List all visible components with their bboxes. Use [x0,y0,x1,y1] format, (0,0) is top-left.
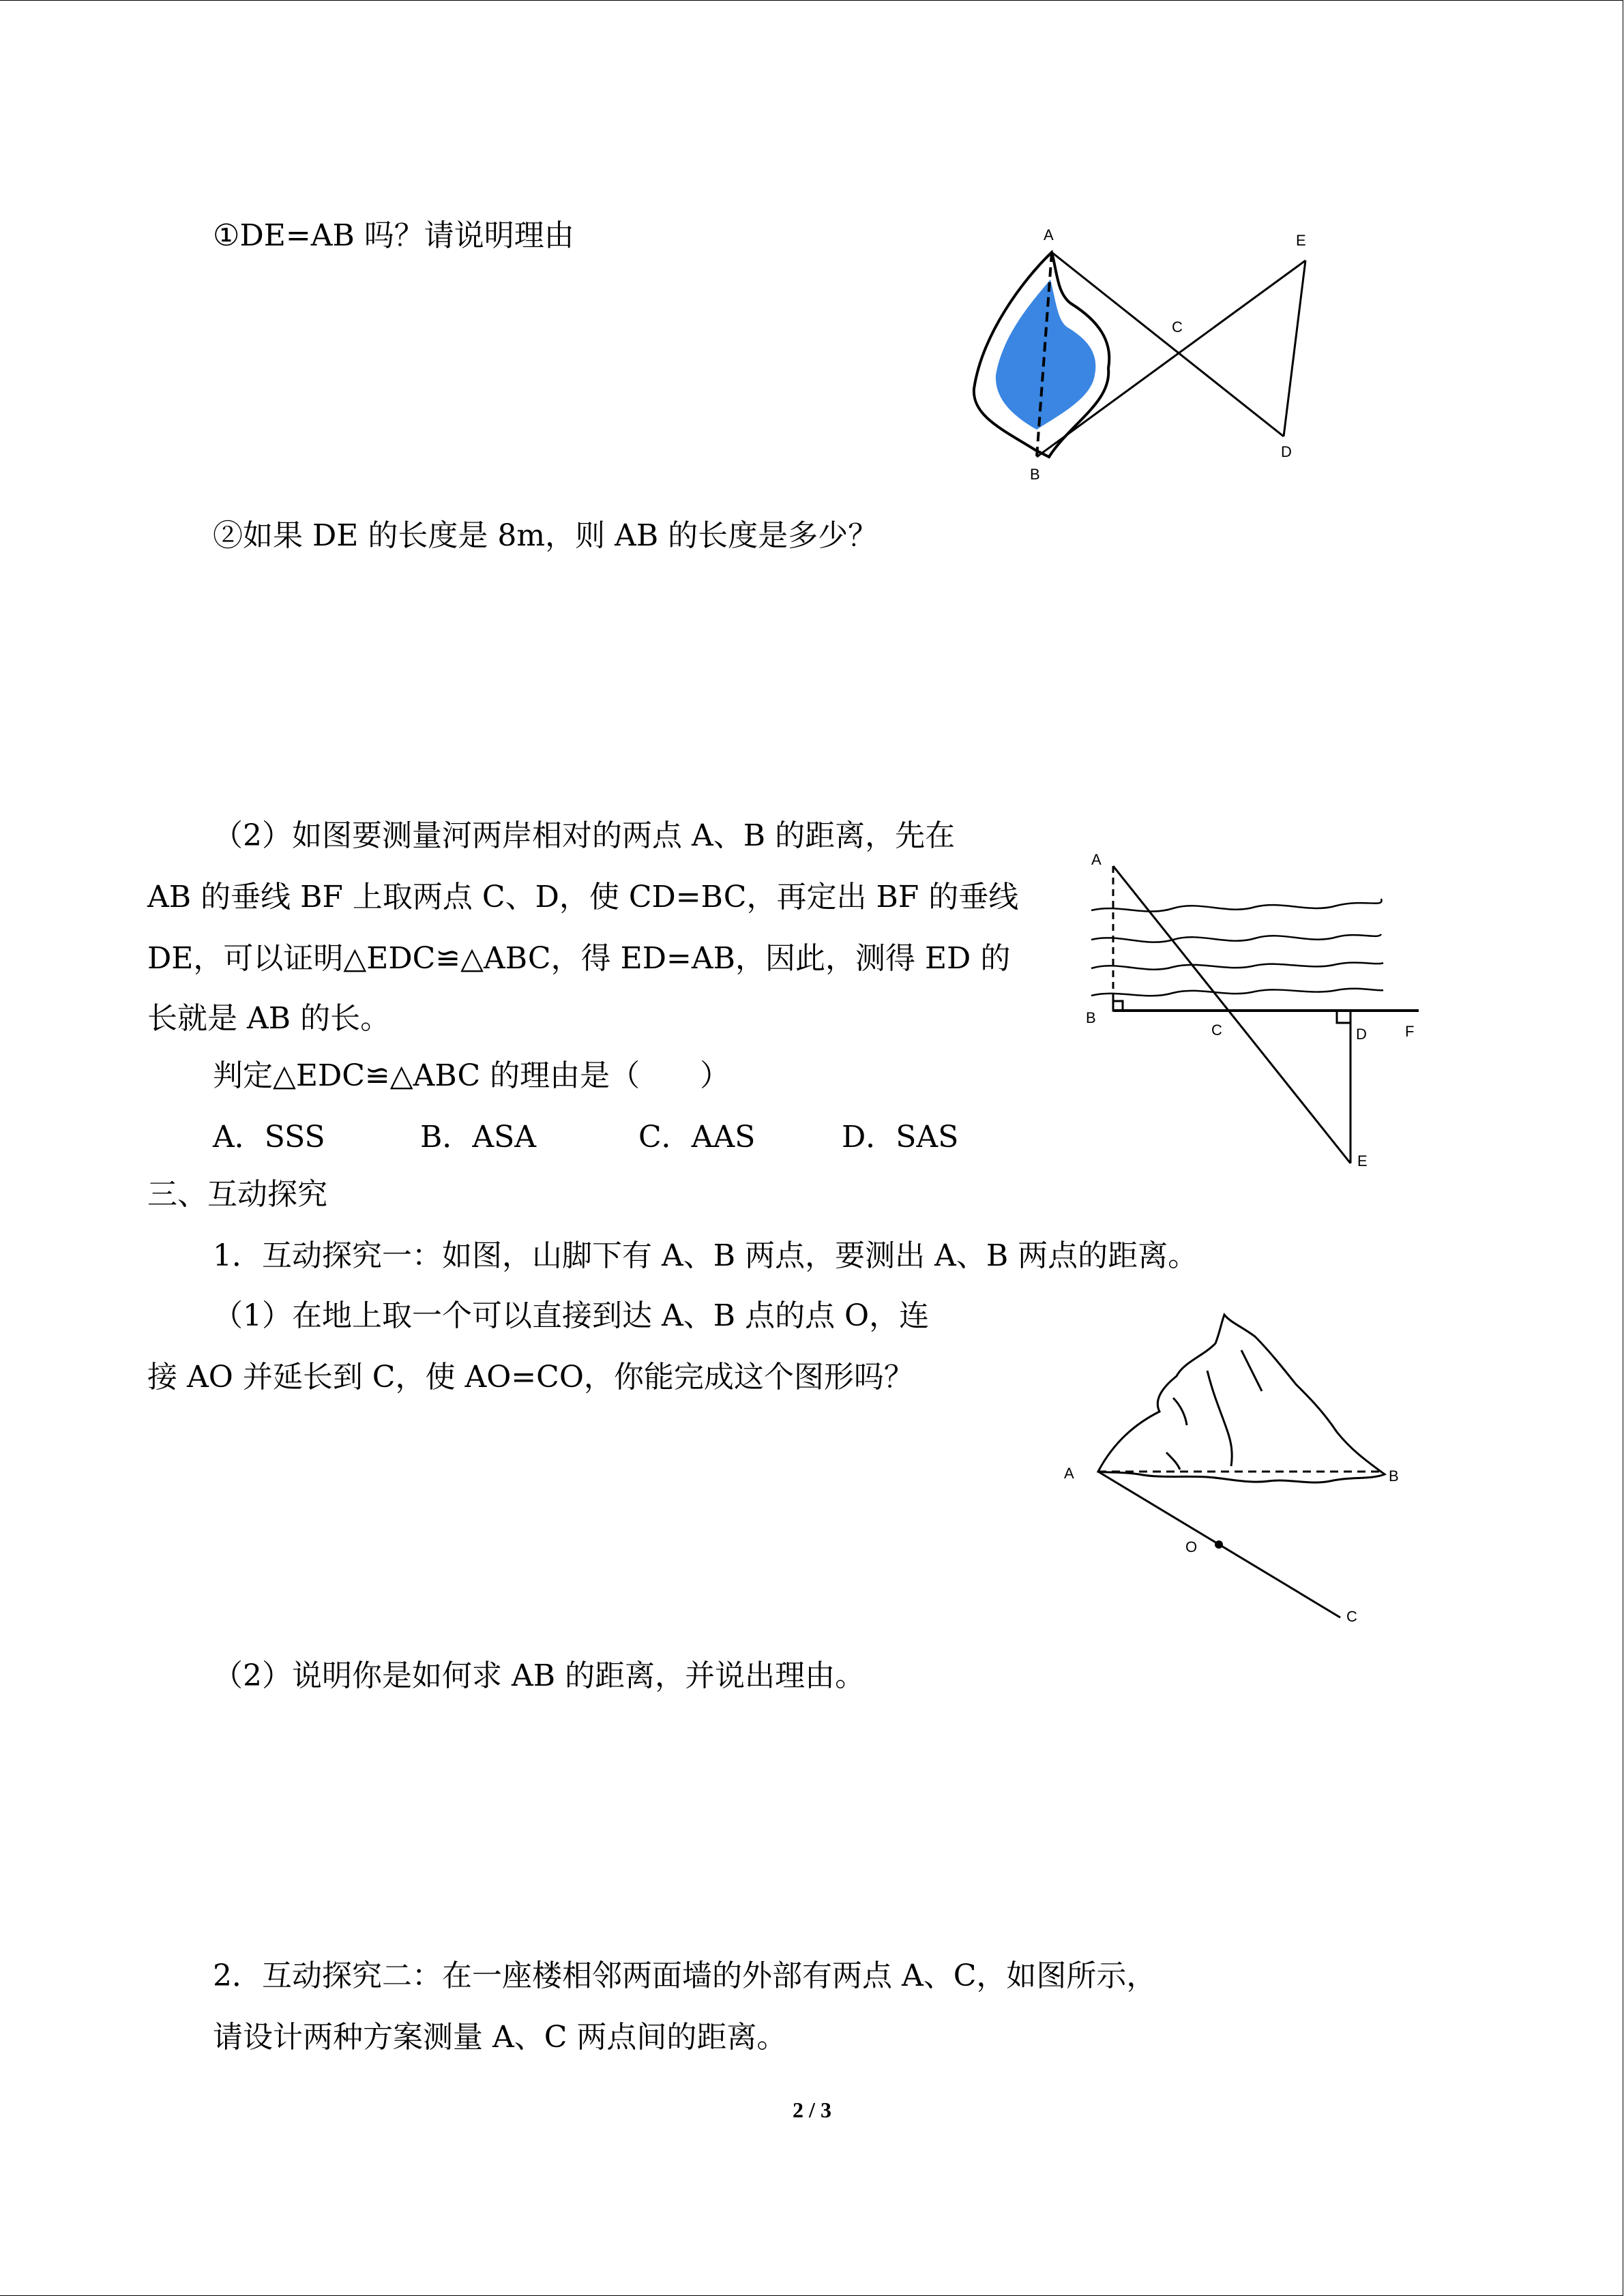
river-wave-1 [1091,899,1382,912]
explore-2-line-1: 2．互动探究二：在一座楼相邻两面墙的外部有两点 A、C，如图所示， [213,1958,1157,1993]
option-d: D．SAS [842,1120,959,1154]
fig1-label-D: D [1281,443,1292,460]
fig3-label-B: B [1389,1467,1399,1485]
fig2-label-E: E [1357,1152,1368,1169]
explore-1-text: 1．互动探究一：如图，山脚下有 A、B 两点，要测出 A、B 两点的距离。 [213,1238,1198,1273]
river-problem-line-3: DE，可以证明△EDC≌△ABC，得 ED=AB，因此，测得 ED 的 [147,941,1011,976]
point-O [1215,1540,1223,1549]
fig2-label-A: A [1091,851,1102,868]
fig1-label-C: C [1172,318,1183,336]
figure-pond-triangles [955,218,1337,491]
explore-1-sub1-line-2: 接 AO 并延长到 C，使 AO=CO，你能完成这个图形吗？ [147,1360,914,1395]
question-1-text: ①DE=AB 吗？请说明理由 [213,218,574,253]
figure-mountain [1057,1296,1426,1637]
fig2-label-F: F [1405,1023,1415,1040]
fig1-label-E: E [1296,232,1306,249]
page-number: 2 / 3 [793,2098,831,2122]
option-a: A．SSS [213,1120,325,1154]
right-angle-B [1113,1001,1123,1011]
river-problem-line-4: 长就是 AB 的长。 [147,1001,391,1036]
fig3-label-C: C [1346,1608,1357,1625]
option-b: B．ASA [420,1120,537,1154]
fig1-label-B: B [1030,466,1040,483]
segment-ED [1284,260,1305,436]
segment-AE [1113,866,1350,1163]
river-wave-3 [1091,963,1383,970]
explore-1-sub2: （2）说明你是如何求 AB 的距离，并说出理由。 [213,1658,866,1693]
fig3-label-A: A [1064,1465,1074,1482]
figure-river [1078,846,1432,1173]
fig3-label-O: O [1185,1538,1198,1555]
mountain-ridge-3 [1241,1350,1262,1391]
mountain-ridge-5 [1166,1452,1180,1470]
fig2-label-C: C [1211,1022,1222,1039]
fig2-label-D: D [1356,1026,1367,1043]
river-problem-question: 判定△EDC≌△ABC 的理由是（ ） [213,1058,730,1093]
mountain-outline [1098,1315,1385,1482]
explore-1-sub1-line-1: （1）在地上取一个可以直接到达 A、B 点的点 O，连 [213,1298,930,1333]
right-angle-D [1337,1011,1350,1023]
mountain-ridge-1 [1207,1371,1228,1432]
mountain-ridge-4 [1173,1398,1187,1425]
explore-2-line-2: 请设计两种方案测量 A、C 两点间的距离。 [213,2020,787,2055]
question-2-text: ②如果 DE 的长度是 8m，则 AB 的长度是多少？ [213,518,879,553]
section-3-heading: 三、互动探究 [147,1177,327,1212]
fig1-label-A: A [1044,226,1054,243]
option-c: C．AAS [638,1120,756,1154]
mountain-ridge-2 [1228,1432,1232,1466]
fig2-label-B: B [1086,1009,1096,1026]
river-problem-line-2: AB 的垂线 BF 上取两点 C、D，使 CD=BC，再定出 BF 的垂线 [147,880,1019,914]
river-problem-line-1: （2）如图要测量河两岸相对的两点 A、B 的距离，先在 [213,818,956,853]
river-wave-4 [1091,989,1383,996]
river-wave-2 [1091,934,1381,942]
